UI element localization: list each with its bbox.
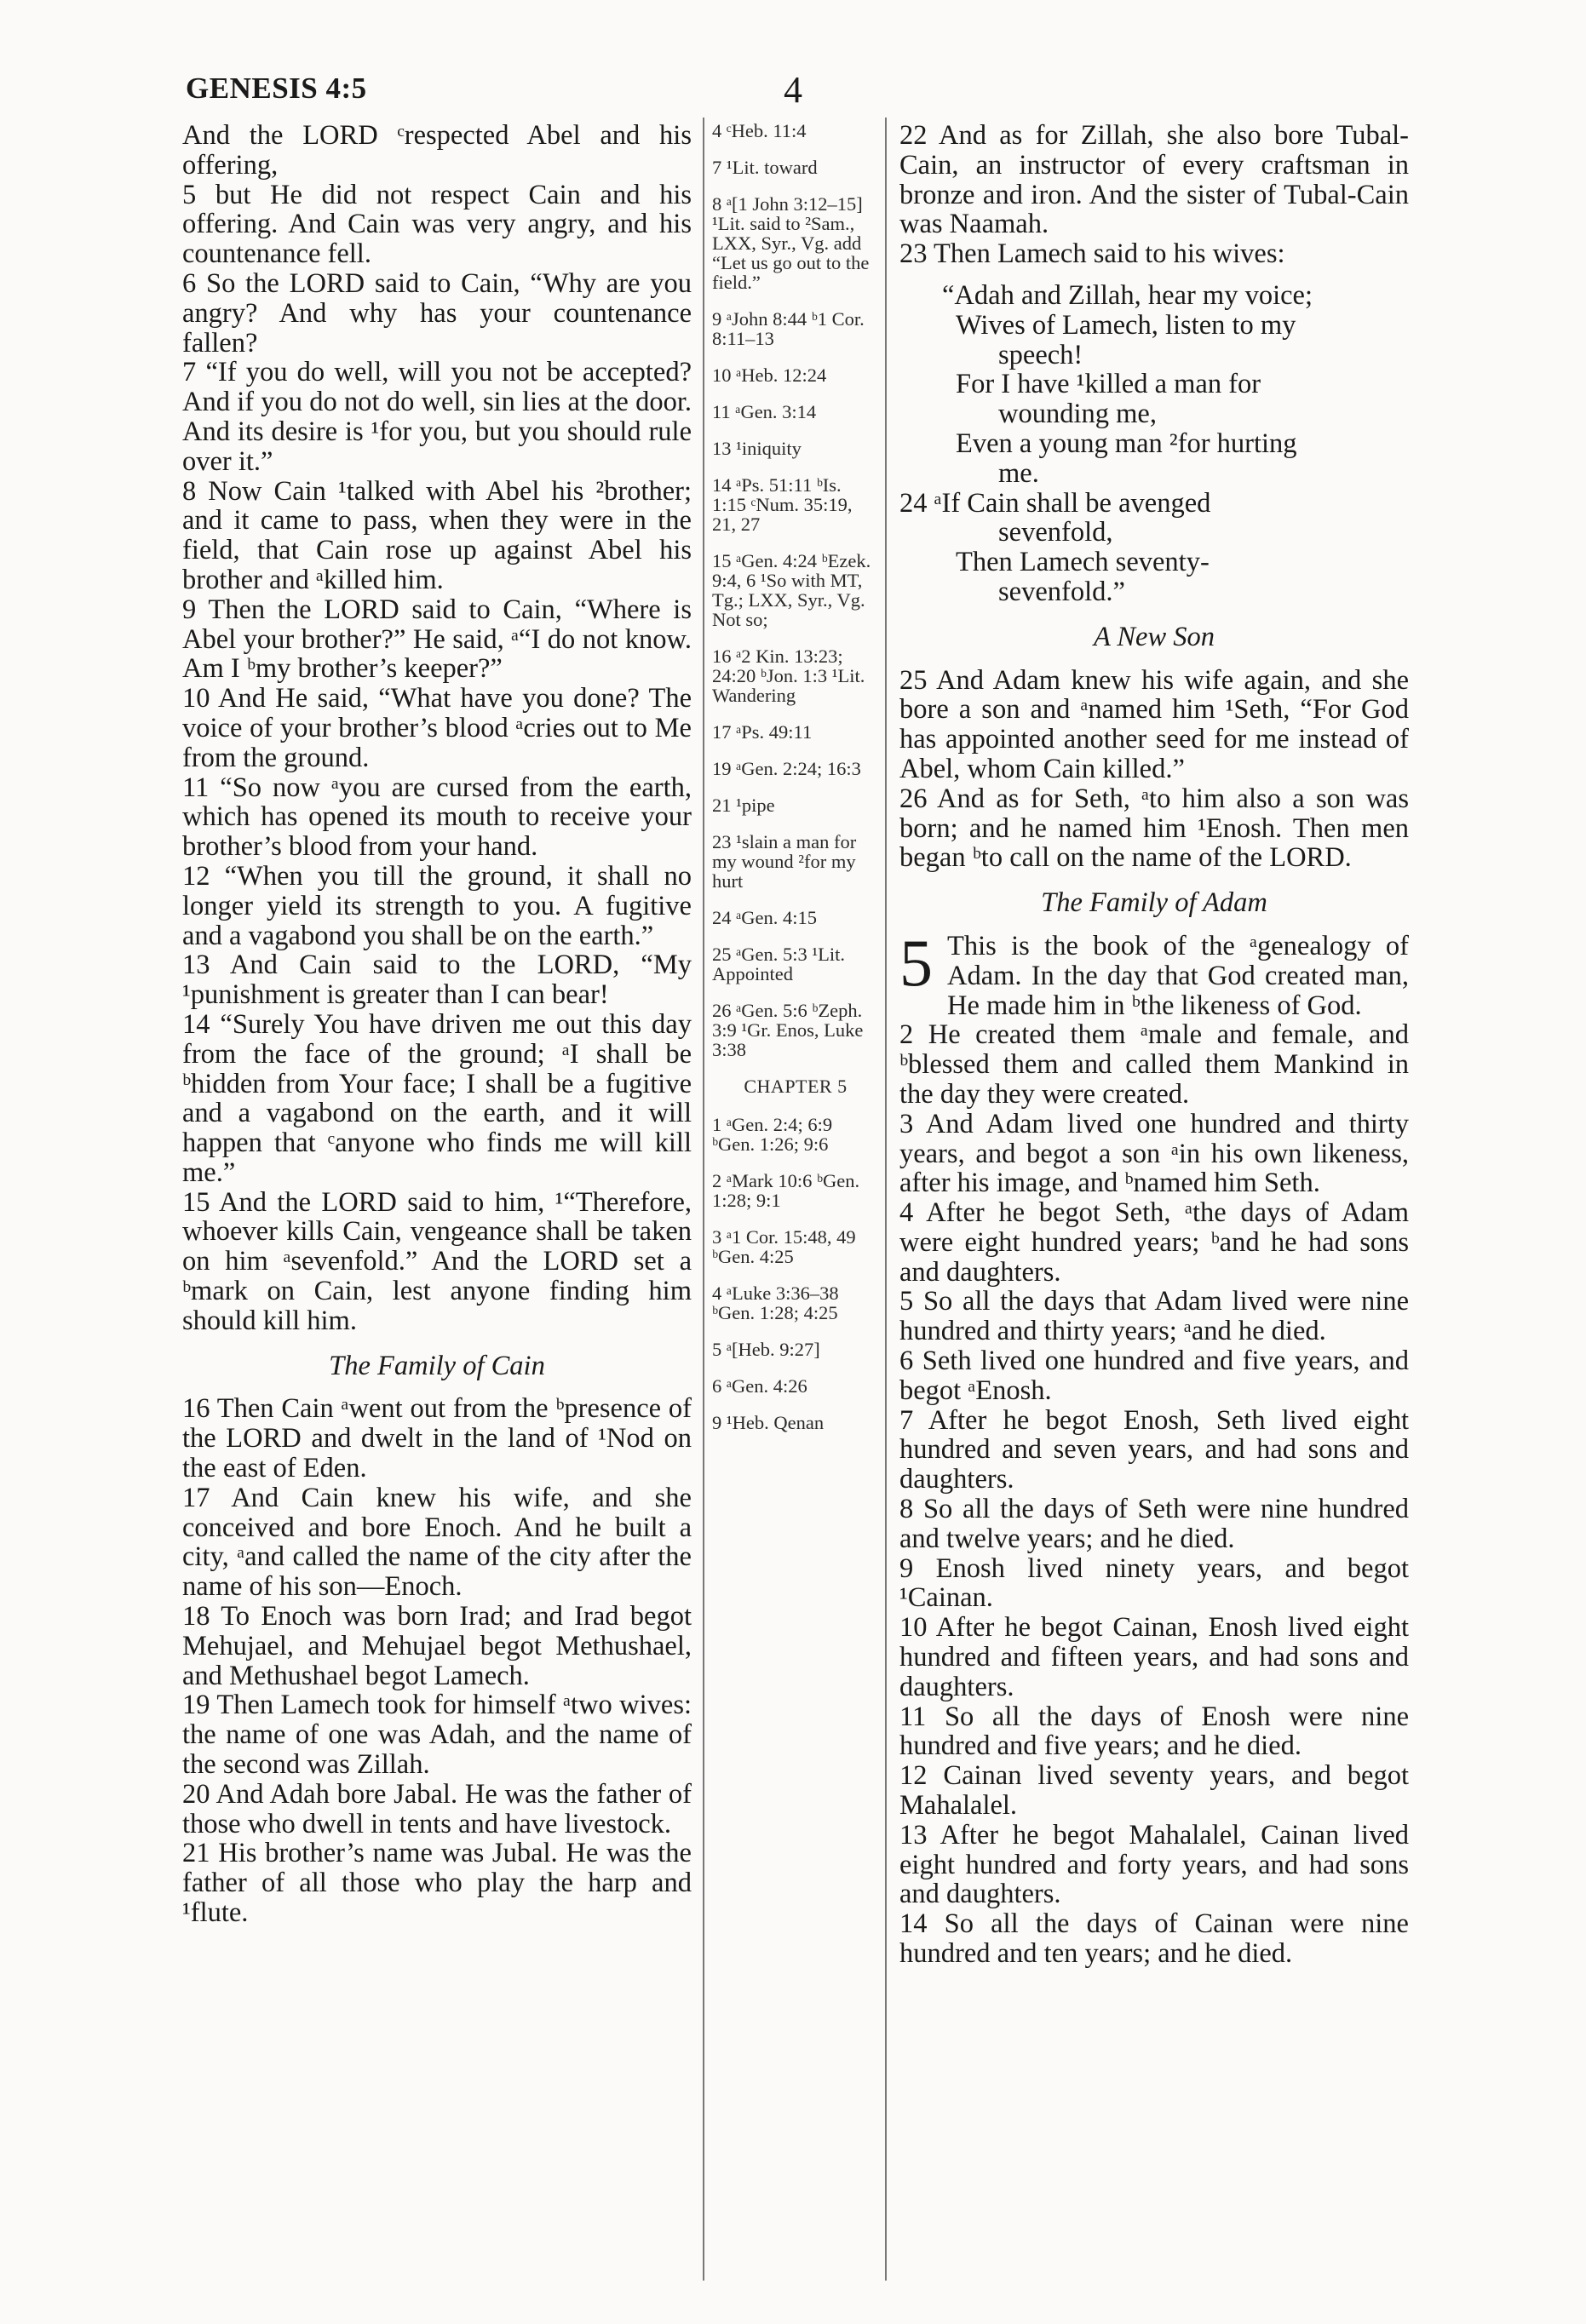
page-number: 4	[784, 69, 802, 111]
verse-paragraph: 20 And Adah bore Jabal. He was the father of those who dwell in tents and have livestock.	[182, 1778, 692, 1839]
poem-line: me.	[998, 457, 1039, 489]
column-divider-right	[885, 118, 887, 2281]
verse-paragraph: 6 So the LORD said to Cain, “Why are you angry? And why has your countenance fallen?	[182, 267, 692, 359]
verse-paragraph: 8 So all the days of Seth were nine hundred and twelve years; and he died.	[899, 1494, 1409, 1554]
section-heading: The Family of Cain	[329, 1350, 545, 1381]
verse-paragraph: 12 Cainan lived seventy years, and begot Mahalalel.	[899, 1760, 1409, 1822]
cross-reference: 19 ᵃGen. 2:24; 16:3	[712, 758, 861, 779]
poetry-block	[899, 281, 1409, 607]
verse-paragraph: 22 And as for Zillah, she also bore Tubal-Cain, an instructor of every craftsman in bronze and iron. And the sister of Tubal-Cain was Naamah.	[899, 120, 1409, 240]
verse-paragraph: 14 So all the days of Cainan were nine hundred and ten years; and he died.	[899, 1908, 1409, 1970]
verse-paragraph: 8 Now Cain ¹talked with Abel his ²brother; and it came to pass, when they were in the field, that Cain rose up against Abel his brother and ᵃkilled him.	[182, 475, 692, 595]
poem-line: wounding me,	[998, 399, 1157, 430]
verse-paragraph: 15 And the LORD said to him, ¹“Therefore, whoever kills Cain, vengeance shall be taken on him ᵃsevenfold.” And the LORD set a ᵇmark on Cain, lest anyone finding him should kill him.	[182, 1186, 692, 1336]
verse-paragraph: 16 Then Cain ᵃwent out from the ᵇpresence of the LORD and dwelt in the land of ¹Nod on the east of Eden.	[182, 1393, 692, 1484]
cross-reference: 21 ¹pipe	[712, 795, 775, 816]
verse-paragraph: 13 After he begot Mahalalel, Cainan lived eight hundred and forty years, and had sons and daughters.	[899, 1819, 1409, 1910]
verse-paragraph: 12 “When you till the ground, it shall no longer yield its strength to you. A fugitive and a vagabond you shall be on the earth.”	[182, 860, 692, 951]
chapter-label: CHAPTER 5	[744, 1076, 848, 1097]
verse-paragraph: 19 Then Lamech took for himself ᵃtwo wives: the name of one was Adah, and the name of the second was Zillah.	[182, 1690, 692, 1781]
cross-reference: 26 ᵃGen. 5:6 ᵇZeph. 3:9 ¹Gr. Enos, Luke 3:38	[712, 1000, 864, 1060]
verse-paragraph: 4 After he begot Seth, ᵃthe days of Adam were eight hundred years; ᵇand he had sons and daughters.	[899, 1197, 1409, 1288]
verse-paragraph: 17 And Cain knew his wife, and she conceived and bore Enoch. And he built a city, ᵃand called the name of the city after the name of his son—Enoch.	[182, 1482, 692, 1603]
verse-paragraph: 9 Enosh lived ninety years, and begot ¹Cainan.	[899, 1552, 1409, 1614]
poem-line: Wives of Lamech, listen to my	[956, 309, 1296, 341]
cross-reference: 14 ᵃPs. 51:11 ᵇIs. 1:15 ᶜNum. 35:19, 21, 27	[712, 474, 853, 535]
cross-reference: 1 ᵃGen. 2:4; 6:9 ᵇGen. 1:26; 9:6	[712, 1114, 833, 1155]
verse-paragraph: 11 So all the days of Enosh were nine hundred and five years; and he died.	[899, 1701, 1409, 1762]
poem-line: Even a young man ²for hurting	[956, 428, 1297, 459]
cross-reference: 24 ᵃGen. 4:15	[712, 907, 818, 928]
poem-line: speech!	[998, 339, 1083, 370]
verse-paragraph: 3 And Adam lived one hundred and thirty years, and begot a son ᵃin his own likeness, after his image, and ᵇnamed him Seth.	[899, 1108, 1409, 1199]
verse-paragraph: 11 “So now ᵃyou are cursed from the earth, which has opened its mouth to receive your brother’s blood from your hand.	[182, 772, 692, 863]
cross-reference: 16 ᵃ2 Kin. 13:23; 24:20 ᵇJon. 1:3 ¹Lit. Wandering	[712, 646, 865, 706]
verse-paragraph: 23 Then Lamech said to his wives:	[899, 238, 1285, 270]
section-heading: A New Son	[1093, 621, 1215, 652]
cross-reference: 17 ᵃPs. 49:11	[712, 721, 813, 743]
verse-paragraph: 26 And as for Seth, ᵃto him also a son was born; and he named him ¹Enosh. Then men began ᵇto call on the name of the LORD.	[899, 783, 1409, 874]
cross-reference: 11 ᵃGen. 3:14	[712, 401, 817, 422]
verse-paragraph: 14 “Surely You have driven me out this day from the face of the ground; ᵃI shall be ᵇhidden from Your face; I shall be a fugitive and a vagabond on the earth, and it will happen that ᶜanyone who finds me will kill me.”	[182, 1008, 692, 1188]
cross-reference-column	[712, 121, 879, 1449]
verse-paragraph: 10 After he begot Cainan, Enosh lived eight hundred and fifteen years, and had sons and daughters.	[899, 1612, 1409, 1702]
verse-paragraph: 7 “If you do well, will you not be accepted? And if you do not do well, sin lies at the door. And its desire is ¹for you, but you should rule over it.”	[182, 357, 692, 477]
verse-paragraph: 13 And Cain said to the LORD, “My ¹punishment is greater than I can bear!	[182, 950, 692, 1011]
verse-paragraph: This is the book of the ᵃgenealogy of Adam. In the day that God created man, He made him in ᵇthe likeness of God.	[947, 930, 1409, 1021]
verse-paragraph: 10 And He said, “What have you done? The voice of your brother’s blood ᵃcries out to Me from the ground.	[182, 683, 692, 773]
cross-reference: 13 ¹iniquity	[712, 438, 802, 459]
verse-paragraph: And the LORD ᶜrespected Abel and his offering,	[182, 120, 692, 181]
cross-reference: 25 ᵃGen. 5:3 ¹Lit. Appointed	[712, 944, 846, 984]
chapter-number-dropcap: 5	[899, 925, 933, 1000]
poem-line: sevenfold,	[998, 517, 1113, 548]
verse-paragraph: 5 So all the days that Adam lived were nine hundred and thirty years; ᵃand he died.	[899, 1286, 1409, 1347]
cross-reference: 9 ᵃJohn 8:44 ᵇ1 Cor. 8:11–13	[712, 308, 865, 349]
cross-reference: 4 ᶜHeb. 11:4	[712, 120, 807, 141]
cross-reference: 5 ᵃ[Heb. 9:27]	[712, 1339, 820, 1360]
cross-reference: 4 ᵃLuke 3:36–38 ᵇGen. 1:28; 4:25	[712, 1283, 839, 1323]
verse-paragraph: 5 but He did not respect Cain and his offering. And Cain was very angry, and his countenance fell.	[182, 179, 692, 270]
running-header: GENESIS 4:5	[186, 72, 367, 105]
cross-reference: 10 ᵃHeb. 12:24	[712, 364, 827, 386]
poem-line: sevenfold.”	[998, 576, 1125, 607]
verse-paragraph: 7 After he begot Enosh, Seth lived eight hundred and seven years, and had sons and daughters.	[899, 1404, 1409, 1495]
verse-paragraph: 6 Seth lived one hundred and five years, and begot ᵃEnosh.	[899, 1346, 1409, 1406]
verse-paragraph: 21 His brother’s name was Jubal. He was the father of all those who play the harp and ¹flute.	[182, 1838, 692, 1929]
poem-line: For I have ¹killed a man for	[956, 369, 1261, 400]
cross-reference: 6 ᵃGen. 4:26	[712, 1375, 807, 1397]
left-text-column	[182, 121, 692, 1928]
poem-line: Then Lamech seventy-	[956, 547, 1210, 578]
cross-reference: 9 ¹Heb. Qenan	[712, 1412, 825, 1433]
cross-reference: 3 ᵃ1 Cor. 15:48, 49 ᵇGen. 4:25	[712, 1226, 856, 1267]
verse-paragraph: 9 Then the LORD said to Cain, “Where is Abel your brother?” He said, ᵃ“I do not know. Am I ᵇmy brother’s keeper?”	[182, 594, 692, 685]
cross-reference: 15 ᵃGen. 4:24 ᵇEzek. 9:4, 6 ¹So with MT, Tg.; LXX, Syr., Vg. Not so;	[712, 550, 871, 630]
poem-line: “Adah and Zillah, hear my voice;	[942, 279, 1313, 311]
section-heading: The Family of Adam	[1041, 887, 1267, 919]
cross-reference: 7 ¹Lit. toward	[712, 157, 818, 178]
chapter-opening	[899, 925, 1409, 1021]
cross-reference: 8 ᵃ[1 John 3:12–15] ¹Lit. said to ²Sam., LXX, Syr., Vg. add “Let us go out to the field.”	[712, 193, 870, 293]
column-divider-left	[703, 118, 704, 2281]
verse-paragraph: 25 And Adam knew his wife again, and she bore a son and ᵃnamed him ¹Seth, “For God has appointed another seed for me instead of Abel, whom Cain killed.”	[899, 664, 1409, 784]
poem-line: 24 ᵃIf Cain shall be avenged	[899, 487, 1211, 519]
cross-reference: 23 ¹slain a man for my wound ²for my hurt	[712, 831, 857, 892]
right-text-column	[899, 121, 1409, 1969]
cross-reference: 2 ᵃMark 10:6 ᵇGen. 1:28; 9:1	[712, 1170, 860, 1211]
verse-paragraph: 2 He created them ᵃmale and female, and ᵇblessed them and called them Mankind in the day they were created.	[899, 1019, 1409, 1110]
verse-paragraph: 18 To Enoch was born Irad; and Irad begot Mehujael, and Mehujael begot Methushael, and Methushael begot Lamech.	[182, 1601, 692, 1691]
